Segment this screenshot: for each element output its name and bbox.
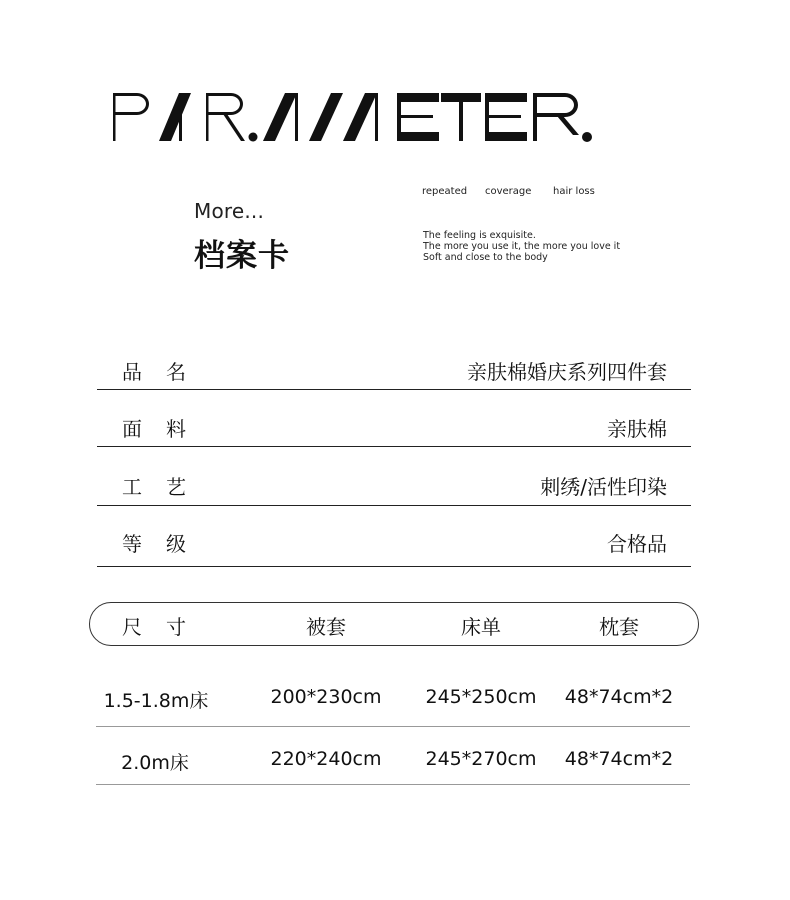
param-label: 等级 [122, 532, 210, 556]
param-row-grade [97, 519, 691, 567]
param-row-craft [97, 462, 691, 506]
size-row-divider [96, 783, 690, 785]
size-cell-pillowcase: 48*74cm*2 [564, 748, 674, 770]
param-row-fabric [97, 404, 691, 447]
size-header-duvet: 被套 [306, 615, 346, 639]
size-cell-sheet: 245*270cm [425, 748, 537, 770]
size-cell-duvet: 220*240cm [270, 748, 382, 770]
tag-repeated: repeated [422, 186, 468, 197]
param-value: 刺绣/活性印染 [540, 475, 667, 499]
size-cell-bed: 2.0m床 [121, 752, 189, 774]
param-label: 品名 [122, 360, 210, 384]
size-cell-bed: 1.5-1.8m床 [103, 690, 209, 712]
size-header-size: 尺寸 [122, 615, 210, 639]
parameter-wordmark-logo [113, 89, 595, 143]
size-cell-pillowcase: 48*74cm*2 [564, 686, 674, 708]
slogan-line: The feeling is exquisite. [423, 230, 536, 241]
slogan-line: Soft and close to the body [423, 252, 548, 263]
param-row-product-name [97, 347, 691, 390]
slogan-block [423, 230, 620, 263]
size-row-divider [96, 725, 690, 727]
size-cell-sheet: 245*250cm [425, 686, 537, 708]
size-header-pillowcase: 枕套 [599, 615, 639, 639]
card-title: 档案卡 [194, 238, 290, 274]
param-label: 面料 [122, 417, 210, 441]
param-value: 合格品 [607, 532, 667, 556]
tag-coverage: coverage [485, 186, 532, 197]
param-value: 亲肤棉婚庆系列四件套 [467, 360, 667, 384]
size-cell-duvet: 200*230cm [270, 686, 382, 708]
more-heading: More... [194, 199, 265, 223]
tag-hair-loss: hair loss [553, 186, 595, 197]
slogan-line: The more you use it, the more you love it [423, 241, 621, 252]
param-value: 亲肤棉 [607, 417, 667, 441]
param-label: 工艺 [122, 475, 210, 499]
size-header-sheet: 床单 [461, 615, 501, 639]
